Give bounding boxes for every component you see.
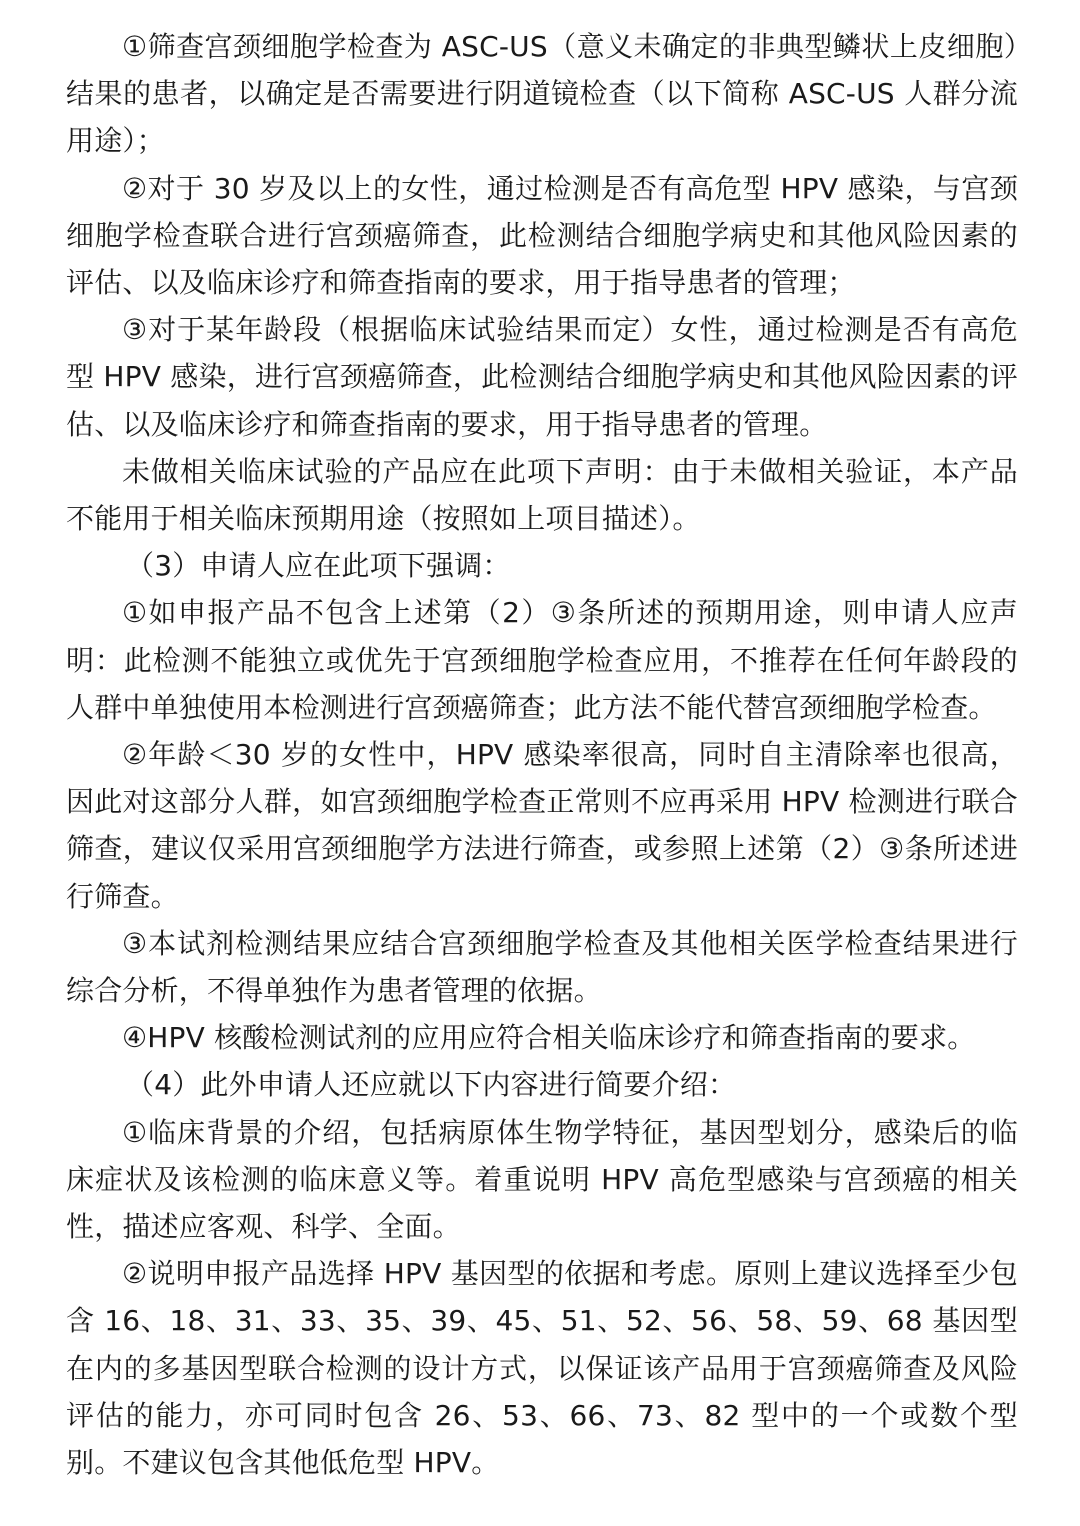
paragraph-asc-us-triage: ①筛查宫颈细胞学检查为 ASC-US（意义未确定的非典型鳞状上皮细胞）结果的患者，以确定是否需要进行阴道镜检查（以下简称 ASC-US 人群分流用途）；: [66, 30, 1018, 158]
paragraph-clinical-background: ①临床背景的介绍，包括病原体生物学特征，基因型划分，感染后的临床症状及该检测的临床意义等。着重说明 HPV 高危型感染与宫颈癌的相关性，描述应客观、科学、全面。: [66, 1115, 1018, 1244]
paragraph-under-30: ②年龄＜30 岁的女性中，HPV 感染率很高，同时自主清除率也很高，因此对这部分人群，如宫颈细胞学检查正常则不应再采用 HPV 检测进行联合筛查，建议仅采用宫颈细胞学方法进行筛查，或参照上述第（2）③条所述进行筛查。: [66, 738, 1018, 913]
paragraph-primary-screening: ③对于某年龄段（根据临床试验结果而定）女性，通过检测是否有高危型 HPV 感染，进行宫颈癌筛查，此检测结合细胞学病史和其他风险因素的评估、以及临床诊疗和筛查指南的要求，用于指导患者的管理。: [66, 313, 1018, 441]
paragraph-co-testing-30-plus: ②对于 30 岁及以上的女性，通过检测是否有高危型 HPV 感染，与宫颈细胞学检查联合进行宫颈癌筛查，此检测结合细胞学病史和其他风险因素的评估、以及临床诊疗和筛查指南的要求，用于指导患者的管理；: [66, 171, 1018, 300]
paragraph-not-standalone: ①如申报产品不包含上述第（2）③条所述的预期用途，则申请人应声明：此检测不能独立或优先于宫颈细胞学检查应用，不推荐在任何年龄段的人群中单独使用本检测进行宫颈癌筛查；此方法不能代替宫颈细胞学检查。: [66, 596, 1018, 724]
section-heading-4: （4）此外申请人还应就以下内容进行简要介绍：: [126, 1068, 737, 1102]
paragraph-combined-analysis: ③本试剂检测结果应结合宫颈细胞学检查及其他相关医学检查结果进行综合分析，不得单独作为患者管理的依据。: [66, 926, 1018, 1008]
document-body: [66, 23, 1018, 1486]
paragraph-guideline-compliance: ④HPV 核酸检测试剂的应用应符合相关临床诊疗和筛查指南的要求。: [122, 1021, 976, 1055]
paragraph-genotype-selection: ②说明申报产品选择 HPV 基因型的依据和考虑。原则上建议选择至少包含 16、18、31、33、35、39、45、51、52、56、58、59、68 基因型在内的多基因型联合检测的设计方式，以保证该产品用于宫颈癌筛查及风险评估的能力，亦可同时包含 26、53、66、73、82 型中的一个或数个型别。不建议包含其他低危型 HPV。: [66, 1257, 1018, 1480]
paragraph-no-clinical-trial-statement: 未做相关临床试验的产品应在此项下声明：由于未做相关验证，本产品不能用于相关临床预期用途（按照如上项目描述）。: [66, 454, 1018, 536]
section-heading-3: （3）申请人应在此项下强调：: [126, 549, 511, 583]
